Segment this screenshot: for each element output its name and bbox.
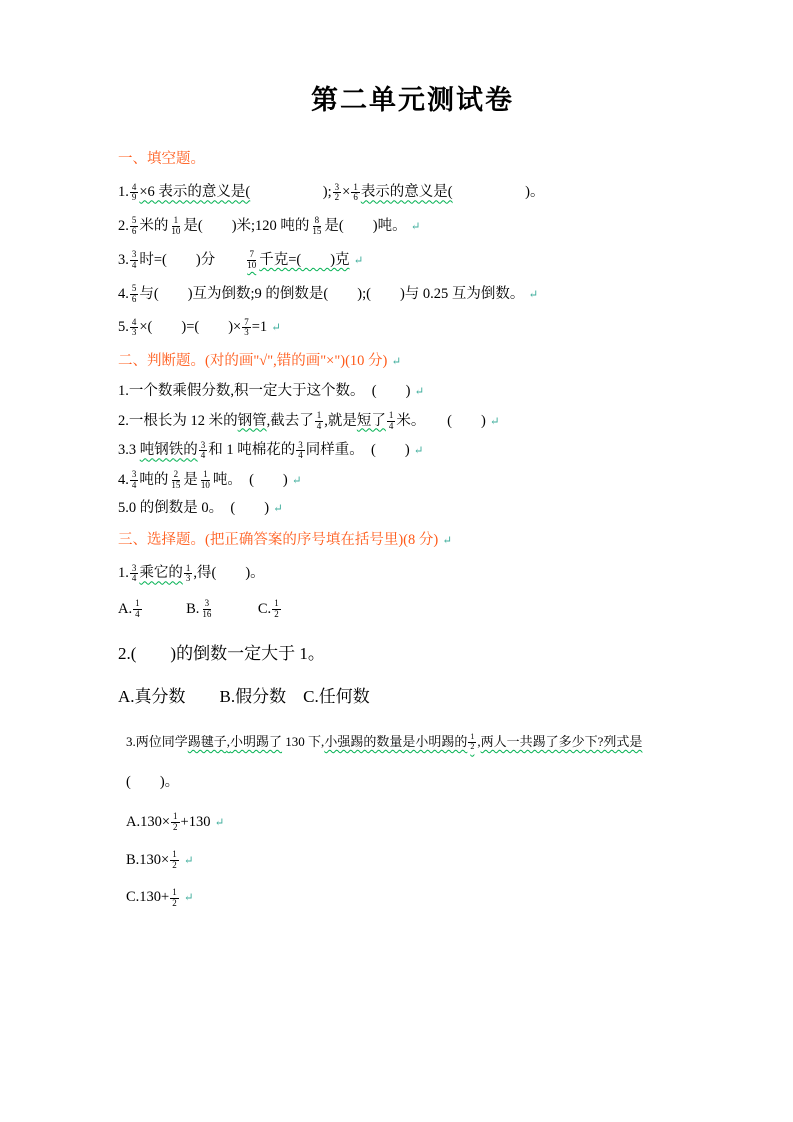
text-run: 乘它的 (139, 565, 183, 582)
fill-item-1 (118, 182, 707, 204)
fraction: $\frac{3}{4}$ (131, 469, 137, 491)
text-run: ×( )=( )× (139, 319, 242, 336)
text-run: =1 (251, 319, 268, 336)
fraction: $\frac{3}{4}$ (131, 562, 137, 584)
text-run: 千克=( )克 (259, 251, 350, 268)
choice-question-3-answer-blank (118, 772, 707, 794)
fraction: $\frac{1}{2}$ (172, 886, 177, 908)
text-run: 5.0 的倒数是 0。 ( ) (118, 499, 270, 516)
text-run: 是( )吨。 (324, 218, 407, 234)
section-2-heading (118, 351, 707, 373)
text-run: 3.两位同学 (126, 733, 188, 749)
text-run: 表示的意义是( (360, 184, 453, 201)
line-break-mark-icon: ↵ (528, 287, 539, 301)
fraction: $\frac{3}{16}$ (202, 598, 212, 620)
fraction: $\frac{1}{4}$ (388, 409, 394, 431)
text-run: 小明踢了 (230, 733, 283, 749)
section-multiple-choice (118, 530, 707, 910)
text-run: 2.一根长为 12 米的 (118, 412, 238, 429)
text-run: C.130+ (126, 889, 170, 906)
text-run: 1. (118, 184, 129, 201)
fraction: $\frac{1}{10}$ (171, 215, 181, 237)
text-run: A. (118, 601, 133, 617)
choice-question-2-options (118, 684, 707, 710)
choice-question-2 (118, 641, 707, 667)
fraction: $\frac{7}{3}$ (244, 316, 249, 338)
text-run: 3.3 (118, 442, 140, 459)
text-run: ( )。 (126, 774, 180, 791)
text-run: 2.( )的倒数一定大于 1。 (118, 643, 325, 663)
line-break-mark-icon: ↵ (489, 414, 500, 428)
text-run: , (226, 733, 231, 749)
text-run: 米的 (139, 218, 169, 234)
judge-item-4 (118, 470, 707, 492)
line-break-mark-icon: ↵ (391, 355, 402, 368)
text-run: 与( )互为倒数;9 的倒数是( );( )与 0.25 互为倒数。 (139, 285, 525, 302)
section-true-false (118, 351, 707, 520)
text-run: 5. (118, 319, 129, 336)
line-break-mark-icon: ↵ (414, 384, 425, 398)
text-run: 是 (183, 472, 198, 488)
choice-question-3 (118, 732, 707, 752)
fill-item-3 (118, 250, 707, 272)
fraction: $\frac{5}{6}$ (131, 215, 137, 237)
section-1-heading (118, 149, 707, 171)
fraction: $\frac{1}{3}$ (185, 562, 191, 584)
text-run: 和 1 吨棉花的 (208, 442, 296, 459)
fraction: $\frac{4}{3}$ (131, 316, 137, 338)
text-run: 是( )米;120 吨的 (183, 218, 310, 234)
fill-item-2 (118, 216, 707, 238)
fraction: $\frac{3}{4}$ (298, 439, 303, 461)
text-run: 1. (118, 565, 129, 582)
judge-item-1 (118, 381, 707, 403)
text-run: 短了 (356, 412, 386, 429)
text-run: ); (322, 184, 332, 201)
fraction: $\frac{3}{4}$ (200, 439, 206, 461)
line-break-mark-icon: ↵ (291, 474, 302, 487)
judge-item-3 (118, 440, 707, 462)
text-run: 吨。 ( ) (212, 472, 288, 488)
text-run: , (477, 733, 481, 749)
line-break-mark-icon: ↵ (183, 853, 194, 867)
text-run: 钢管 (237, 412, 267, 429)
section-fill-blanks (118, 149, 707, 340)
text-run: +130 (180, 813, 211, 830)
fraction: $\frac{1}{2}$ (172, 848, 177, 870)
line-break-mark-icon: ↵ (353, 253, 364, 267)
section-3-heading (118, 530, 707, 552)
fill-item-5 (118, 317, 707, 339)
judge-item-2 (118, 411, 707, 433)
text-run: )。 (525, 184, 545, 201)
text-run: 二、判断题。(对的画"√",错的画"×")(10 分) (118, 353, 388, 369)
text-run: 两人一共踢了多少下?列式是 (480, 733, 643, 749)
fraction: $\frac{2}{15}$ (171, 469, 181, 491)
text-run: 3. (118, 251, 129, 268)
text-run: ×6 表示的意义是( (139, 184, 251, 201)
text-run: 三、选择题。(把正确答案的序号填在括号里)(8 分) (118, 531, 439, 548)
choice-question-1-options (118, 599, 707, 621)
fill-item-4 (118, 284, 707, 306)
page-title: 第二单元测试卷 (311, 85, 514, 115)
text-run: 1.一个数乘假分数,积一定大于这个数。 ( ) (118, 382, 411, 399)
fraction: $\frac{1}{6}$ (353, 181, 358, 203)
line-break-mark-icon: ↵ (273, 501, 283, 515)
text-run: 4. (118, 472, 129, 488)
text-run: 2. (118, 218, 129, 234)
text-run (453, 184, 526, 200)
text-run: A.真分数 B.假分数 C.任何数 (118, 687, 370, 707)
text-run (250, 184, 323, 200)
text-run: B.130× (126, 851, 170, 868)
choice-question-3-option-a (118, 812, 707, 834)
fraction: $\frac{1}{4}$ (316, 409, 322, 431)
text-run: A.130× (126, 813, 171, 830)
text-run: ,截去了 (266, 412, 314, 429)
fraction: $\frac{3}{2}$ (334, 181, 340, 203)
text-run: 一、填空题。 (118, 150, 205, 167)
fraction: $\frac{8}{15}$ (312, 215, 322, 237)
text-run: 吨的 (139, 472, 169, 488)
line-break-mark-icon: ↵ (442, 533, 452, 547)
text-run: 130 下, (282, 733, 325, 749)
fraction: $\frac{3}{4}$ (131, 249, 137, 270)
line-break-mark-icon: ↵ (271, 321, 281, 335)
text-run: × (342, 184, 351, 201)
text-run: 吨钢铁的 (139, 442, 198, 459)
text-run: 时=( )分 (139, 251, 245, 268)
text-run: 4. (118, 285, 129, 302)
fraction: $\frac{4}{9}$ (131, 181, 137, 203)
fraction: $\frac{1}{2}$ (173, 811, 178, 833)
choice-question-3-option-c (118, 887, 707, 909)
fraction: $\frac{5}{6}$ (131, 282, 137, 304)
line-break-mark-icon: ↵ (410, 220, 421, 233)
fraction: $\frac{7}{10}$ (247, 249, 257, 270)
text-run: ,就是 (324, 412, 357, 429)
line-break-mark-icon: ↵ (214, 815, 225, 829)
fraction: $\frac{1}{4}$ (135, 598, 140, 620)
text-run: 小强踢的数量是小明踢的 (324, 733, 468, 749)
choice-question-3-option-b (118, 850, 707, 872)
choice-question-1 (118, 563, 707, 585)
line-break-mark-icon: ↵ (413, 444, 424, 458)
fraction: $\frac{1}{10}$ (200, 469, 210, 491)
text-run: ,得( )。 (193, 565, 265, 582)
text-run: 米。 ( ) (396, 412, 486, 429)
fraction: $\frac{1}{2}$ (274, 598, 279, 620)
fraction: $\frac{1}{2}$ (470, 732, 475, 752)
judge-item-5 (118, 498, 707, 520)
text-run: 踢毽子 (187, 733, 227, 749)
line-break-mark-icon: ↵ (183, 891, 194, 905)
text-run: C. (214, 601, 272, 617)
text-run: B. (142, 601, 200, 617)
text-run: 同样重。 ( ) (305, 442, 410, 459)
